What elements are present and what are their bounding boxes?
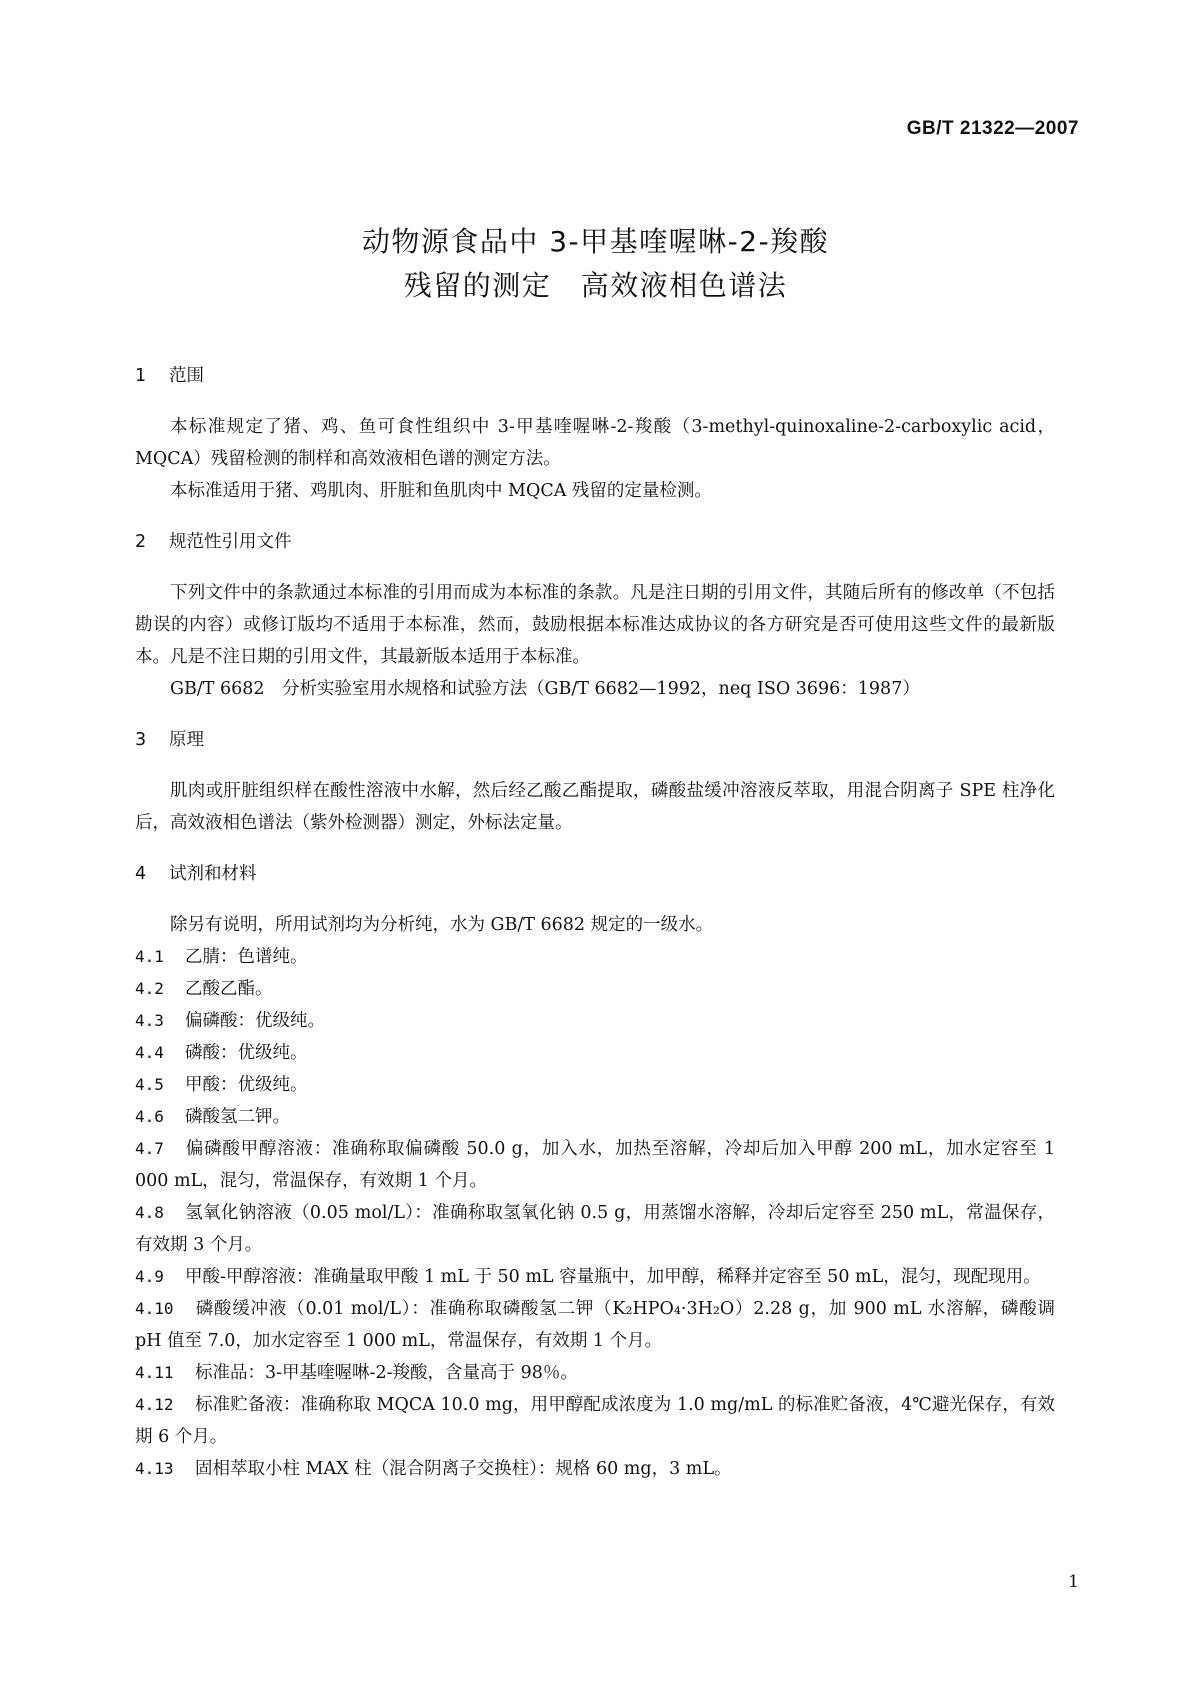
- section-number: 4: [135, 864, 147, 884]
- reagent-item: [135, 1293, 1055, 1357]
- reagent-item: [135, 1389, 1055, 1453]
- page-number: 1: [1068, 1572, 1079, 1592]
- reagent-item: [135, 1005, 1055, 1037]
- reagent-item: [135, 1453, 1055, 1485]
- section-title: 范围: [169, 366, 204, 386]
- scope-paragraph-2: 本标准适用于猪、鸡肌肉、肝脏和鱼肌肉中 MQCA 残留的定量检测。: [170, 481, 712, 501]
- reagent-item: [135, 973, 1055, 1005]
- item-number: 4.5: [135, 1075, 164, 1094]
- item-text: 标准品：3-甲基喹喔啉-2-羧酸，含量高于 98％。: [195, 1363, 578, 1383]
- references-paragraph-2: GB/T 6682 分析实验室用水规格和试验方法（GB/T 6682—1992，neq ISO 3696：1987）: [170, 679, 920, 699]
- item-number: 4.10: [135, 1299, 174, 1318]
- item-text: 甲酸-甲醇溶液：准确量取甲酸 1 mL 于 50 mL 容量瓶中，加甲醇，稀释并定容至 50 mL，混匀，现配现用。: [185, 1267, 1041, 1287]
- document-title-line-1: 动物源食品中 3-甲基喹喔啉-2-羧酸: [361, 225, 830, 258]
- principle-paragraph: 肌肉或肝脏组织样在酸性溶液中水解，然后经乙酸乙酯提取，磷酸盐缓冲溶液反萃取，用混合阴离子 SPE 柱净化后，高效液相色谱法（紫外检测器）测定，外标法定量。: [135, 781, 1055, 833]
- item-text: 甲酸：优级纯。: [185, 1075, 308, 1095]
- reagent-item: [135, 1197, 1055, 1261]
- document-body: [135, 362, 1055, 1485]
- reagents-intro: 除另有说明，所用试剂均为分析纯，水为 GB/T 6682 规定的一级水。: [170, 915, 714, 935]
- item-number: 4.9: [135, 1267, 164, 1286]
- section-number: 1: [135, 366, 147, 386]
- item-number: 4.6: [135, 1107, 164, 1126]
- item-number: 4.2: [135, 979, 164, 998]
- item-number: 4.3: [135, 1011, 164, 1030]
- item-number: 4.12: [135, 1395, 174, 1414]
- item-number: 4.13: [135, 1459, 174, 1478]
- reagent-item: [135, 1037, 1055, 1069]
- item-text: 偏磷酸：优级纯。: [185, 1011, 325, 1031]
- section-heading-reagents: [135, 860, 1055, 888]
- item-text: 乙腈：色谱纯。: [185, 947, 308, 967]
- item-number: 4.1: [135, 947, 164, 966]
- item-text: 标准贮备液：准确称取 MQCA 10.0 mg，用甲醇配成浓度为 1.0 mg/mL 的标准贮备液，4℃避光保存，有效期 6 个月。: [135, 1395, 1055, 1447]
- item-text: 固相萃取小柱 MAX 柱（混合阴离子交换柱）：规格 60 mg，3 mL。: [195, 1459, 732, 1479]
- references-paragraph-1: 下列文件中的条款通过本标准的引用而成为本标准的条款。凡是注日期的引用文件，其随后所有的修改单（不包括勘误的内容）或修订版均不适用于本标准，然而，鼓励根据本标准达成协议的各方研究是否可使用这些文件的最新版本。凡是不注日期的引用文件，其最新版本适用于本标准。: [135, 583, 1055, 667]
- reagent-item: [135, 941, 1055, 973]
- item-number: 4.11: [135, 1363, 174, 1382]
- section-title: 试剂和材料: [169, 864, 257, 884]
- reagent-item: [135, 1357, 1055, 1389]
- item-number: 4.8: [135, 1203, 164, 1222]
- item-text: 偏磷酸甲醇溶液：准确称取偏磷酸 50.0 g，加入水，加热至溶解，冷却后加入甲醇 200 mL，加水定容至 1 000 mL，混匀，常温保存，有效期 1 个月。: [135, 1139, 1055, 1191]
- item-number: 4.4: [135, 1043, 164, 1062]
- section-heading-normative-references: [135, 528, 1055, 556]
- reagent-item: [135, 1101, 1055, 1133]
- standard-code: GB/T 21322—2007: [906, 118, 1079, 139]
- section-title: 规范性引用文件: [169, 532, 292, 552]
- reagent-item: [135, 1069, 1055, 1101]
- item-text: 磷酸缓冲液（0.01 mol/L）：准确称取磷酸氢二钾（K₂HPO₄·3H₂O）2.28 g，加 900 mL 水溶解，磷酸调 pH 值至 7.0，加水定容至 1 000 mL，常温保存，有效期 1 个月。: [135, 1299, 1055, 1351]
- section-heading-principle: [135, 726, 1055, 754]
- section-number: 2: [135, 532, 147, 552]
- item-text: 磷酸：优级纯。: [185, 1043, 308, 1063]
- item-text: 乙酸乙酯。: [185, 979, 273, 999]
- reagent-item: [135, 1133, 1055, 1197]
- item-number: 4.7: [135, 1139, 164, 1158]
- item-text: 氢氧化钠溶液（0.05 mol/L）：准确称取氢氧化钠 0.5 g，用蒸馏水溶解，冷却后定容至 250 mL，常温保存，有效期 3 个月。: [135, 1203, 1055, 1255]
- document-title-line-2: 残留的测定 高效液相色谱法: [403, 269, 788, 302]
- section-title: 原理: [169, 730, 204, 750]
- reagent-item: [135, 1261, 1055, 1293]
- item-text: 磷酸氢二钾。: [185, 1107, 290, 1127]
- section-number: 3: [135, 730, 147, 750]
- section-heading-scope: [135, 362, 1055, 390]
- scope-paragraph-1: 本标准规定了猪、鸡、鱼可食性组织中 3-甲基喹喔啉-2-羧酸（3-methyl-quinoxaline-2-carboxylic acid，MQCA）残留检测的制样和高效液相色谱的测定方法。: [135, 417, 1055, 469]
